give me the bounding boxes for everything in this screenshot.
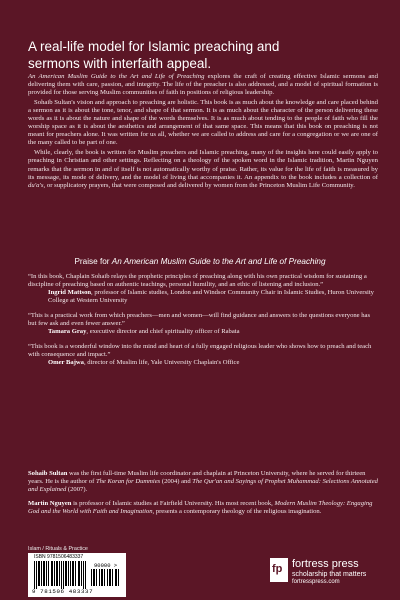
- endorsement-text: “In this book, Chaplain Sohaib relays the prophetic principles of preaching along with his own practical wisdom for sustaining a discipline of preaching based on authentic teachings, personal humility, and an ethic of listening and inclusion.”: [28, 273, 367, 288]
- author-bio: [28, 470, 378, 494]
- book-title: Modern Muslim Theology: Engaging God and the World with Faith and Imagination: [28, 500, 373, 515]
- endorsement-attribution: [28, 359, 378, 367]
- praise-heading: [0, 257, 400, 266]
- book-title: The Qur'an and Sayings of Prophet Muhammad: Selections Annotated and Explained: [28, 478, 378, 493]
- publisher-logo: [270, 558, 288, 582]
- publisher-logo-letters: fp: [272, 563, 283, 575]
- isbn-label: ISBN 9781506483337: [34, 554, 84, 560]
- endorser-role: , executive director and chief spirituality officer of Rabata: [86, 328, 240, 335]
- headline-line: sermons with interfaith appeal.: [28, 56, 212, 71]
- paragraph-text: , or supplicatory prayers, that were composed and delivered by women from the Princeton Muslim Life Community.: [43, 181, 355, 189]
- endorsement: [28, 343, 378, 367]
- description-paragraph: [28, 73, 378, 97]
- headline: [28, 38, 378, 72]
- endorser-name: Tamara Gray: [48, 328, 87, 335]
- endorsement-attribution: [28, 328, 378, 336]
- publisher-tagline: scholarship that matters: [292, 571, 367, 578]
- endorsement: [28, 273, 378, 305]
- bio-text: is professor of Islamic studies at Fairfield University. His most recent book,: [71, 500, 275, 507]
- description-paragraph: Sohaib Sultan's vision and approach to preaching are holistic. This book is as much about the knowledge and care placed behind a sermon as it is about the tone, tenor, and shape of that sermon. It is as much about the character of the person delivering these words as it is about the nature and shape of the words themselves. It is as much about tending to the people of faith who fill the worship space as it is about the aesthetics and arrangement of that same space. This means that this book on preaching is not meant for preachers alone. It was written for us all, whether we are called to address and care for a congregation or we are one of the many called to be part of one.: [28, 99, 378, 147]
- category-label: Islam / Rituals & Practice: [28, 546, 88, 552]
- bio-text: , presents a contemporary theology of the religious imagination.: [152, 508, 322, 515]
- paragraph-text: While, clearly, the book is written for Muslim preachers and Islamic preaching, many of the insights here could easily apply to preaching in Christian and other settings. Reflecting on a theology of the spoken word in the Islamic tradition, Martin Nguyen remarks that the sermon in and of itself is not automatically worthy of praise. Rather, its value for the life of faith is measured by its message, its mode of delivery, and the model of living that accompanies it. An appendix to the book includes a collection of: [28, 149, 378, 181]
- endorsement: [28, 312, 378, 336]
- endorsement-text: “This is a practical work from which preachers—men and women—will find guidance and answers to the questions everyone has but few ask and even fewer answer.”: [28, 312, 371, 327]
- book-title: An American Muslim Guide to the Art and Life of Preaching: [28, 73, 205, 80]
- description: [28, 73, 378, 192]
- endorser-role: , professor of Islamic studies, London and Windsor Community Chair in Islamic Studies, Huron University College at Western University: [48, 289, 374, 304]
- endorser-role: , director of Muslim life, Yale University Chaplain's Office: [83, 359, 240, 366]
- italic-term: du'a's: [28, 181, 44, 189]
- paragraph-text: explores the craft of creating effective Islamic sermons and delivering them with care, passion, and integrity. The life of the preacher is also addressed, and a model of spiritual formation is provided for those serving Muslim communities of faith in positions of religious leadership.: [28, 73, 378, 97]
- bio-text: was the first full-time Muslim life coordinator and chaplain at Princeton University, where he served for thirteen years. He is the author of: [28, 470, 366, 485]
- publisher-block: [292, 558, 366, 586]
- praise-prefix: Praise for: [74, 257, 112, 266]
- isbn-number: 9 781506 483337: [32, 588, 94, 595]
- author-bio: [28, 500, 378, 516]
- endorsements: [28, 273, 378, 374]
- author-name: Sohaib Sultan: [28, 470, 68, 477]
- headline-line: A real-life model for Islamic preaching and: [28, 39, 280, 54]
- publisher-website: fortresspress.com: [292, 579, 340, 585]
- author-name: Martin Nguyen: [28, 500, 72, 507]
- endorser-name: Ingrid Mattson: [48, 289, 92, 296]
- endorsement-attribution: [28, 289, 378, 305]
- price-code: 90000 >: [94, 562, 118, 569]
- book-title: The Koran for Dummies: [95, 478, 161, 485]
- praise-book-title: An American Muslim Guide to the Art and Life of Preaching: [111, 257, 326, 266]
- endorsement-text: “This book is a wonderful window into the mind and heart of a fully engaged religious leader who shows how to preach and teach with consequence and impact.”: [28, 343, 372, 358]
- description-paragraph: [28, 149, 378, 189]
- bio-text: (2004) and: [160, 478, 193, 485]
- bio-text: (2007).: [66, 486, 88, 493]
- endorser-name: Omer Bajwa: [48, 359, 84, 366]
- barcode: [28, 553, 126, 597]
- publisher-name: fortress press: [292, 558, 359, 570]
